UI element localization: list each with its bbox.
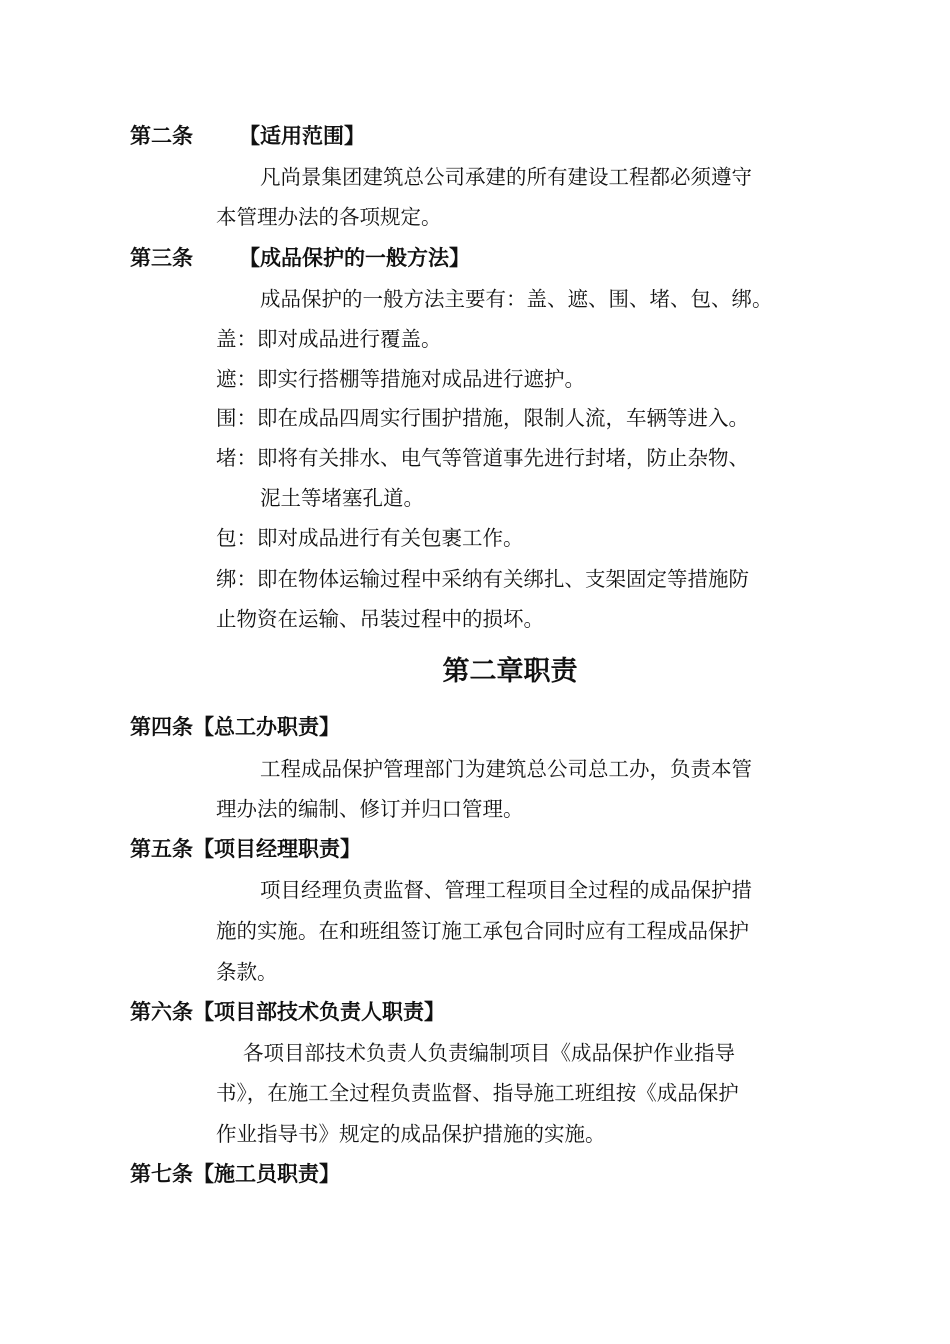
article-3-line: 止物资在运输、吊装过程中的损坏。	[216, 607, 544, 631]
article-6-line: 作业指导书》规定的成品保护措施的实施。	[216, 1122, 606, 1146]
article-5-line: 施的实施。在和班组签订施工承包合同时应有工程成品保护	[216, 919, 749, 943]
article-2-title: 【适用范围】	[239, 124, 365, 148]
article-3-line: 围：即在成品四周实行围护措施，限制人流，车辆等进入。	[216, 406, 749, 430]
article-4-line: 工程成品保护管理部门为建筑总公司总工办，负责本管	[260, 757, 752, 781]
article-5-line: 条款。	[216, 960, 278, 984]
article-3-line: 遮：即实行搭棚等措施对成品进行遮护。	[216, 367, 585, 391]
article-2-line: 本管理办法的各项规定。	[216, 205, 442, 229]
article-3-line: 堵：即将有关排水、电气等管道事先进行封堵，防止杂物、	[216, 446, 749, 470]
article-6-line: 各项目部技术负责人负责编制项目《成品保护作业指导	[243, 1041, 735, 1065]
chapter-heading: 第二章职责	[442, 656, 578, 687]
article-3-line: 绑：即在物体运输过程中采纳有关绑扎、支架固定等措施防	[216, 567, 749, 591]
article-6-heading: 第六条【项目部技术负责人职责】	[130, 1000, 445, 1024]
article-5-line: 项目经理负责监督、管理工程项目全过程的成品保护措	[260, 878, 752, 902]
article-3-number: 第三条	[130, 246, 193, 270]
article-6-line: 书》，在施工全过程负责监督、指导施工班组按《成品保护	[216, 1081, 739, 1105]
article-2-line: 凡尚景集团建筑总公司承建的所有建设工程都必须遵守	[260, 165, 752, 189]
article-3-line: 包：即对成品进行有关包裹工作。	[216, 526, 524, 550]
article-3-line: 成品保护的一般方法主要有：盖、遮、围、堵、包、绑。	[260, 287, 773, 311]
article-3-title: 【成品保护的一般方法】	[239, 246, 470, 270]
article-4-heading: 第四条【总工办职责】	[130, 715, 340, 739]
article-2-number: 第二条	[130, 124, 193, 148]
article-3-line: 盖：即对成品进行覆盖。	[216, 327, 442, 351]
article-7-heading: 第七条【施工员职责】	[130, 1162, 340, 1186]
article-3-line: 泥土等堵塞孔道。	[260, 486, 424, 510]
article-4-line: 理办法的编制、修订并归口管理。	[216, 797, 524, 821]
article-5-heading: 第五条【项目经理职责】	[130, 837, 361, 861]
